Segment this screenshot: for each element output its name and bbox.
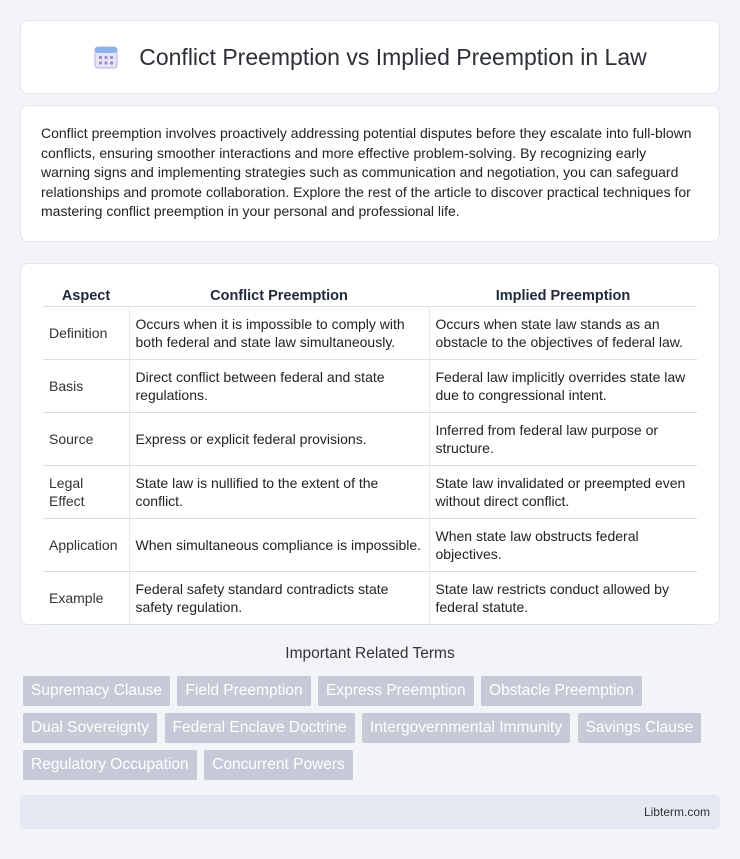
row-conflict: State law is nullified to the extent of the conflict.	[129, 466, 429, 519]
row-implied: When state law obstructs federal objectives.	[429, 519, 697, 572]
page-title: Conflict Preemption vs Implied Preemption in Law	[139, 43, 647, 70]
row-conflict: Federal safety standard contradicts state safety regulation.	[129, 572, 429, 625]
header-implied-preemption: Implied Preemption	[429, 282, 697, 307]
table-row	[43, 519, 697, 572]
row-conflict: Express or explicit federal provisions.	[129, 413, 429, 466]
related-term-tag[interactable]: Savings Clause	[578, 713, 702, 743]
table-row	[43, 360, 697, 413]
related-term-tag[interactable]: Intergovernmental Immunity	[362, 713, 570, 743]
row-aspect: Definition	[43, 307, 129, 360]
related-term-tag[interactable]: Concurrent Powers	[204, 750, 353, 780]
row-implied: Inferred from federal law purpose or structure.	[429, 413, 697, 466]
table-row	[43, 572, 697, 625]
related-term-tag[interactable]: Field Preemption	[177, 676, 310, 706]
row-conflict: When simultaneous compliance is impossible.	[129, 519, 429, 572]
footer-site-link[interactable]: Libterm.com	[643, 805, 710, 819]
row-implied: Occurs when state law stands as an obstacle to the objectives of federal law.	[429, 307, 697, 360]
comparison-table	[43, 282, 697, 625]
related-term-tag[interactable]: Obstacle Preemption	[481, 676, 642, 706]
row-implied: Federal law implicitly overrides state law due to congressional intent.	[429, 360, 697, 413]
row-aspect: Application	[43, 519, 129, 572]
related-term-tag[interactable]: Regulatory Occupation	[23, 750, 197, 780]
table-row	[43, 466, 697, 519]
row-aspect: Example	[43, 572, 129, 625]
table-row	[43, 307, 697, 360]
row-aspect: Legal Effect	[43, 466, 129, 519]
row-conflict: Occurs when it is impossible to comply with both federal and state law simultaneously.	[129, 307, 429, 360]
table-header-row	[43, 282, 697, 307]
row-implied: State law invalidated or preempted even without direct conflict.	[429, 466, 697, 519]
row-implied: State law restricts conduct allowed by federal statute.	[429, 572, 697, 625]
related-term-tag[interactable]: Federal Enclave Doctrine	[165, 713, 355, 743]
row-aspect: Source	[43, 413, 129, 466]
related-term-tag[interactable]: Express Preemption	[318, 676, 474, 706]
related-term-tag[interactable]: Dual Sovereignty	[23, 713, 157, 743]
calendar-grid-icon	[93, 44, 119, 70]
header-conflict-preemption: Conflict Preemption	[129, 282, 429, 307]
related-term-tag[interactable]: Supremacy Clause	[23, 676, 170, 706]
intro-card	[20, 105, 720, 242]
header-aspect: Aspect	[43, 282, 129, 307]
related-terms-list	[23, 676, 723, 787]
comparison-card	[20, 263, 720, 625]
intro-paragraph: Conflict preemption involves proactively addressing potential disputes before they escalate into full-blown conflicts, ensuring smoother interactions and more effective problem-solving. By recognizing early warning signs and implementing strategies such as communication and negotiation, you can safeguard relationships and promote collaboration. Explore the rest of the article to discover practical techniques for mastering conflict preemption in your personal and professional life.	[41, 125, 692, 220]
title-card	[20, 20, 720, 94]
table-row	[43, 413, 697, 466]
row-aspect: Basis	[43, 360, 129, 413]
footer	[20, 795, 720, 829]
related-terms-heading: Important Related Terms	[285, 645, 455, 662]
row-conflict: Direct conflict between federal and state regulations.	[129, 360, 429, 413]
